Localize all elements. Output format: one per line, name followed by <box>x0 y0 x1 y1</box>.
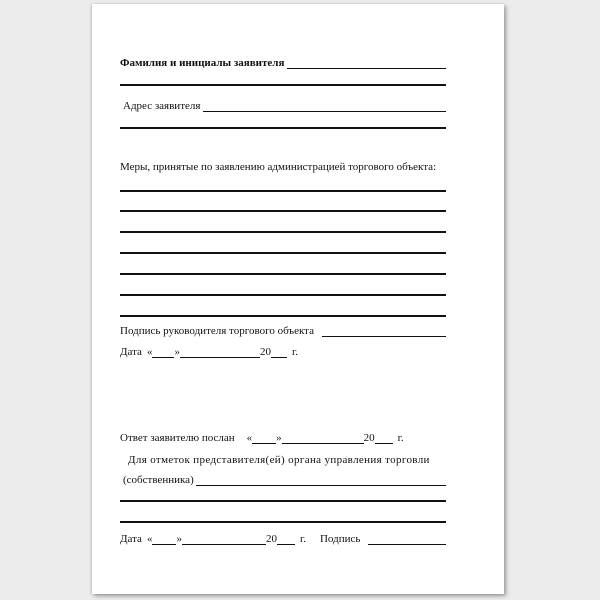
response-year-suffix: г. <box>397 432 404 444</box>
date-year-field-1[interactable] <box>271 347 287 358</box>
date-close-quote-1: » <box>174 346 180 358</box>
date-label-2: Дата <box>120 533 142 545</box>
date-year-suffix-2: г. <box>299 533 306 545</box>
date-close-quote-2: » <box>176 533 182 545</box>
measures-line-4[interactable] <box>120 252 446 254</box>
date-open-quote-2: « <box>146 533 153 545</box>
signature-label: Подпись <box>319 533 361 545</box>
measures-label: Меры, принятые по заявлению администрацией торгового объекта: <box>120 161 437 173</box>
applicant-address-line-2[interactable] <box>120 127 446 129</box>
manager-signature-field[interactable] <box>322 326 446 337</box>
response-sent-label: Ответ заявителю послан <box>120 432 235 444</box>
marks-label-line-2: (собственника) <box>123 474 194 486</box>
signature-field[interactable] <box>368 534 446 545</box>
marks-row-1 <box>128 454 446 466</box>
response-open-quote: « <box>246 432 253 444</box>
marks-line-3[interactable] <box>120 521 446 523</box>
response-year-prefix: 20 <box>363 432 375 444</box>
date-day-field-1[interactable] <box>152 347 174 358</box>
applicant-name-field[interactable] <box>287 58 446 69</box>
applicant-name-line-2[interactable] <box>120 84 446 86</box>
marks-label-line-1: Для отметок представителя(ей) органа управления торговли <box>128 454 430 466</box>
date-month-field-1[interactable] <box>180 347 260 358</box>
date-year-field-2[interactable] <box>277 534 295 545</box>
measures-line-7[interactable] <box>120 315 446 317</box>
date-month-field-2[interactable] <box>182 534 266 545</box>
measures-row <box>120 161 436 173</box>
date-row-2 <box>120 533 446 545</box>
response-month-field[interactable] <box>282 433 364 444</box>
date-open-quote-1: « <box>146 346 153 358</box>
form-page <box>92 4 504 594</box>
response-day-field[interactable] <box>252 433 276 444</box>
manager-signature-label: Подпись руководителя торгового объекта <box>120 325 314 337</box>
applicant-address-label: Адрес заявителя <box>123 100 201 112</box>
measures-line-5[interactable] <box>120 273 446 275</box>
marks-field-1[interactable] <box>196 475 446 486</box>
measures-line-1[interactable] <box>120 190 446 192</box>
response-year-field[interactable] <box>375 433 393 444</box>
applicant-name-label: Фамилия и инициалы заявителя <box>120 57 285 69</box>
marks-line-2[interactable] <box>120 500 446 502</box>
manager-signature-row <box>120 325 446 337</box>
date-year-suffix-1: г. <box>291 346 298 358</box>
marks-row-2 <box>123 474 446 486</box>
measures-line-3[interactable] <box>120 231 446 233</box>
measures-line-2[interactable] <box>120 210 446 212</box>
response-close-quote: » <box>276 432 282 444</box>
applicant-name-row <box>120 57 446 69</box>
date-year-prefix-2: 20 <box>265 533 277 545</box>
applicant-address-field[interactable] <box>203 101 446 112</box>
date-row-1 <box>120 346 298 358</box>
measures-line-6[interactable] <box>120 294 446 296</box>
date-label-1: Дата <box>120 346 142 358</box>
date-year-prefix-1: 20 <box>259 346 271 358</box>
response-sent-row <box>120 432 404 444</box>
date-day-field-2[interactable] <box>152 534 176 545</box>
applicant-address-row <box>123 100 446 112</box>
